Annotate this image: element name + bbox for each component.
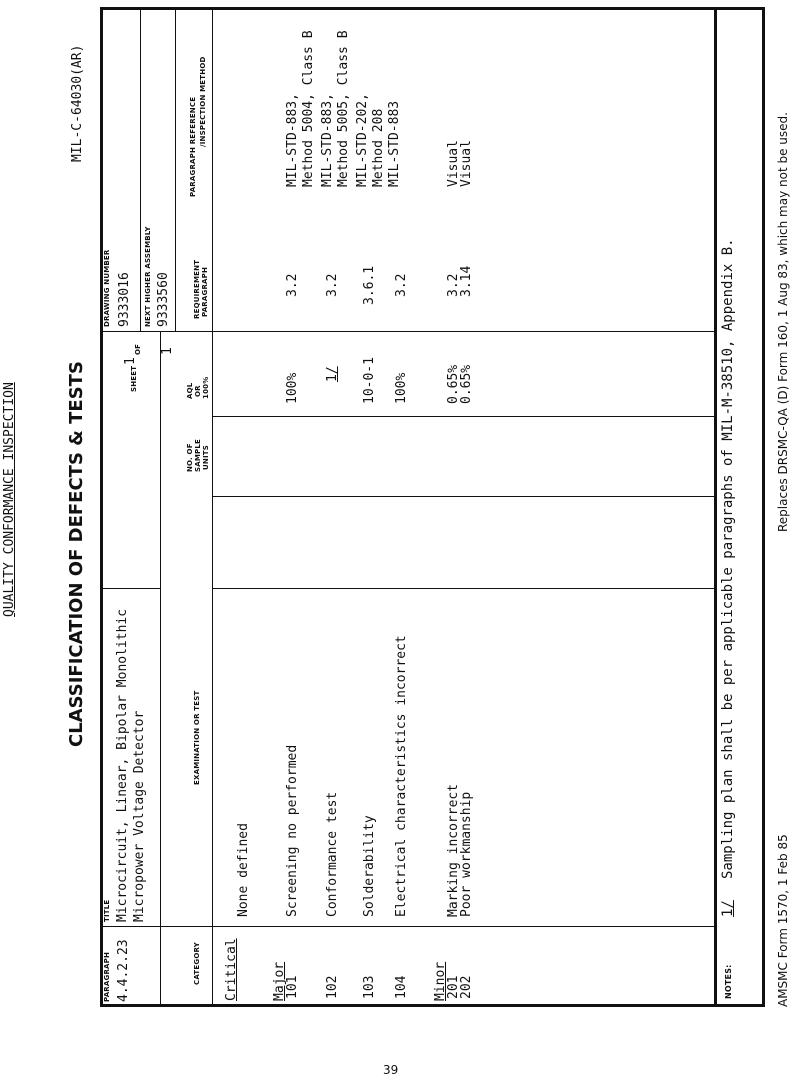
ref-103-b: Method 208 xyxy=(371,108,386,187)
next-assembly-label: NEXT HIGHER ASSEMBLY xyxy=(144,226,152,327)
code-102: 102 xyxy=(325,975,340,999)
of-label: OF xyxy=(134,343,142,355)
line-above-notes xyxy=(714,7,717,1007)
exam-102: Conformance test xyxy=(325,791,340,917)
divider-sample xyxy=(212,496,714,497)
line-under-ref-head xyxy=(212,7,213,332)
col-sample-2: SAMPLE xyxy=(194,439,202,472)
col-ref-2: /INSPECTION METHOD xyxy=(199,56,207,147)
title-line-2: Micropower Voltage Detector xyxy=(132,710,147,922)
paragraph-label: PARAGRAPH xyxy=(103,951,111,1002)
ref-103-a: MIL-STD-202, xyxy=(355,93,370,187)
aql-201: 0.65% xyxy=(446,364,461,404)
sheet-total: 1 xyxy=(160,347,175,355)
sheet-number: 1 xyxy=(123,357,138,365)
code-104: 104 xyxy=(394,975,409,999)
exam-202: Poor workmanship xyxy=(459,791,474,917)
aql-202: 0.65% xyxy=(459,364,474,404)
code-201: 201 xyxy=(446,975,461,999)
req-102: 3.2 xyxy=(325,273,340,297)
exam-104: Electrical characteristics incorrect xyxy=(394,635,409,917)
line-under-title xyxy=(160,589,161,1007)
drawing-value: 9333016 xyxy=(117,272,132,327)
col-aql-2: OR xyxy=(194,385,202,397)
line-under-assembly xyxy=(175,7,176,332)
req-101: 3.2 xyxy=(285,273,300,297)
col-exam: EXAMINATION OR TEST xyxy=(193,690,201,785)
col-ref-1: PARAGRAPH REFERENCE xyxy=(189,96,197,197)
req-104: 3.2 xyxy=(394,273,409,297)
divider-category xyxy=(100,926,714,927)
divider-req xyxy=(160,331,714,332)
col-category: CATEGORY xyxy=(193,942,201,985)
divider-aql xyxy=(212,416,714,417)
paragraph-value: 4.4.2.23 xyxy=(116,939,131,1002)
col-sample-3: UNITS xyxy=(202,445,210,470)
line-under-sheet xyxy=(160,332,161,589)
aql-103: 10-0-1 xyxy=(362,357,377,404)
category-major: Major xyxy=(272,961,287,1001)
line-under-colheads xyxy=(212,332,213,1007)
divider-exam xyxy=(212,588,714,589)
exam-103: Solderability xyxy=(362,815,377,917)
code-101: 101 xyxy=(285,975,300,999)
exam-201: Marking incorrect xyxy=(446,783,461,917)
title-label: TITLE xyxy=(103,899,111,922)
footer-form-right: Replaces DRSMC-QA (D) Form 160, 1 Aug 83, which may not be used. xyxy=(776,112,790,532)
code-202: 202 xyxy=(459,975,474,999)
exam-none-defined: None defined xyxy=(236,823,251,917)
exam-101: Screening no performed xyxy=(285,744,300,917)
form-title: CLASSIFICATION OF DEFECTS & TESTS xyxy=(66,361,87,747)
ref-102-b: Method 5005, Class B xyxy=(336,30,351,187)
drawing-label: DRAWING NUMBER xyxy=(103,249,111,327)
page-number: 39 xyxy=(383,1063,399,1077)
ref-201: Visual xyxy=(446,140,461,187)
footer-form-left: AMSMC Form 1570, 1 Feb 85 xyxy=(776,834,790,1007)
col-aql-3: 100% xyxy=(202,376,210,399)
divider-title-sheet xyxy=(100,588,160,589)
aql-102: 1/ xyxy=(325,366,340,382)
title-line-1: Microcircuit, Linear, Bipolar Monolithic xyxy=(115,608,130,922)
spec-number: MIL-C-64030(AR) xyxy=(70,44,85,162)
ref-104-a: MIL-STD-883 xyxy=(387,100,402,187)
aql-104: 100% xyxy=(394,372,409,404)
ref-102-a: MIL-STD-883, xyxy=(320,93,335,187)
req-201: 3.2 xyxy=(446,273,461,297)
ref-202: Visual xyxy=(459,140,474,187)
sheet-label: SHEET xyxy=(130,365,138,392)
category-minor: Minor xyxy=(433,961,448,1001)
note-mark: 1/ xyxy=(720,900,736,917)
col-req-2: PARAGRAPH xyxy=(201,266,209,317)
aql-101: 100% xyxy=(285,372,300,404)
req-103: 3.6.1 xyxy=(362,265,377,305)
code-103: 103 xyxy=(362,975,377,999)
notes-label: NOTES: xyxy=(724,964,733,999)
next-assembly-value: 9333560 xyxy=(156,272,171,327)
col-aql-1: AQL xyxy=(186,382,194,399)
classification-table xyxy=(100,7,765,1007)
category-critical: Critical xyxy=(224,938,239,1001)
divider-sheet-drawing xyxy=(100,331,160,332)
col-sample-1: NO. OF xyxy=(186,443,194,472)
line-under-drawing xyxy=(140,7,141,332)
ref-101-a: MIL-STD-883, xyxy=(285,93,300,187)
ref-101-b: Method 5004, Class B xyxy=(301,30,316,187)
col-req-1: REQUIREMENT xyxy=(193,259,201,319)
page-heading: QUALITY CONFORMANCE INSPECTION xyxy=(2,382,17,617)
note-text: Sampling plan shall be per applicable paragraphs of MIL-M-38510, Appendix B. xyxy=(720,238,736,879)
req-202: 3.14 xyxy=(459,265,474,297)
